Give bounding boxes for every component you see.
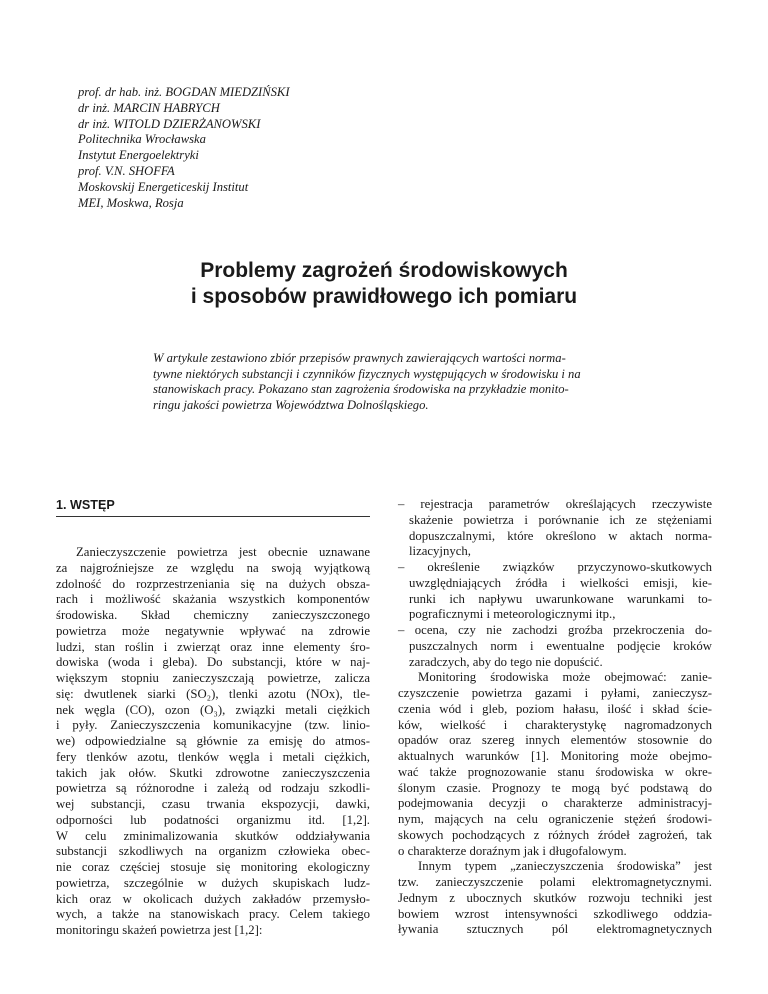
text-line: wać także prognozowanie stanu środowiska w okre- (398, 764, 712, 779)
text-line: – określenie związków przyczynowo-skutkowych (398, 560, 712, 574)
text-line: powietrza może negatywnie wpływać na zdrowie (56, 623, 370, 638)
text-line: wej substancji, czasu trwania ekspozycji, dawki, (56, 797, 370, 811)
text-line: monitoringu skażeń powietrza jest [1,2]: (56, 923, 263, 937)
text-line: tzw. zanieczyszczenie polami elektromagnetycznymi. (398, 875, 712, 889)
text-line: zdolność do rozprzestrzeniania się na dużych obsza- (56, 576, 370, 591)
text-line: dowiska (woda i gleba). Do substancji, które w naj- (56, 655, 370, 670)
author-line: dr inż. MARCIN HABRYCH (78, 100, 220, 115)
affiliation-line: Moskovskij Energeticeskij Institut (78, 179, 249, 194)
text-line: rach i możliwość skażania wszystkich komponentów (56, 592, 370, 607)
author-block (78, 85, 290, 211)
paper-title (0, 258, 768, 310)
text-line: runki ich napływu uwarunkowane warunkami to- (409, 591, 712, 606)
section-heading: 1. WSTĘP (56, 498, 115, 512)
affiliation-line: Politechnika Wrocławska (78, 132, 206, 147)
abstract-line: tywne niektórych substancji i czynników fizycznych występujących w środowisku i na (153, 366, 581, 381)
abstract-line: W artykule zestawiono zbiór przepisów prawnych zawierających wartości norma- (153, 351, 566, 365)
author-line: prof. V.N. SHOFFA (78, 163, 175, 178)
text-line: fery tlenków azotu, tlenków węgla i metali ciężkich, (56, 749, 370, 764)
abstract-line: ringu jakości powietrza Województwa Dolnośląskiego. (153, 397, 429, 412)
text-line: bowiem wzrost intensywności szkodliwego oddzia- (398, 906, 712, 921)
text-line: puszczalnych norm i ewentualne podjęcie kroków (409, 638, 712, 653)
text-line: dopuszczalnymi, które określono w aktach norma- (409, 528, 712, 543)
text-line: podejmowania decyzji o charakterze administracyj- (398, 796, 712, 811)
text-line: o charakterze doraźnym jak i długofalowym. (398, 843, 627, 858)
text-line: kich oraz w okolicach dużych zakładów przemysło- (56, 891, 370, 906)
text-line: Zanieczyszczenie powietrza jest obecnie uznawane (76, 545, 370, 559)
text-line: ływania sztucznych pól elektromagnetycznych (398, 922, 712, 937)
text-line: takich jak ołów. Skutki zdrowotne zanieczyszczenia (56, 765, 370, 780)
author-line: prof. dr hab. inż. BOGDAN MIEDZIŃSKI (78, 85, 290, 99)
text-line: we) odpowiedzialne są głównie za emisję do atmos- (56, 734, 370, 748)
text-line: środowiska. Skład chemiczny zanieczyszczonego (56, 608, 370, 622)
abstract-line: stanowiskach pracy. Pokazano stan zagrożenia środowiska na przykładzie monito- (153, 382, 569, 396)
text-line: opadów oraz szereg innych elementów stosownie do (398, 733, 712, 748)
text-line: ślonym czasie. Prognozy te mogą być podstawą do (398, 780, 712, 795)
text-line: substancji szkodliwych na organizm człowieka obec- (56, 844, 370, 859)
left-text-column (56, 545, 370, 939)
text-line: ków, wielkość i charakterystykę nagromadzonych (398, 717, 712, 732)
text-line: Monitoring środowiska może obejmować: zanie- (418, 670, 712, 685)
text-line: lizacyjnych, (409, 544, 471, 559)
right-text-column (398, 497, 712, 938)
text-line: odporności lub podatności organizmu itd. [1,2]. (56, 812, 370, 827)
text-line: – ocena, czy nie zachodzi groźba przekroczenia do- (398, 623, 712, 637)
text-line: powietrza są różnorodne i zależą od rodzaju szkodli- (56, 781, 370, 796)
text-line: aktualnych warunków [1]. Monitoring może obejmo- (398, 749, 712, 763)
text-line: pograficznymi i meteorologicznymi itp., (409, 607, 616, 622)
affiliation-line: MEI, Moskwa, Rosja (78, 195, 184, 210)
text-line: zaradczych, aby do tego nie dopuścić. (409, 654, 603, 669)
title-line-1: Problemy zagrożeń środowiskowych (200, 259, 568, 282)
text-line: większym stopniu zanieczyszczają powietrze, zalicza (56, 671, 370, 685)
text-line: czenia wód i gleb, poziom hałasu, ilość i skład ście- (398, 701, 712, 716)
text-line: nym, mających na celu ograniczenie stężeń środowi- (398, 812, 712, 826)
text-line: skażenie powietrza i porównanie ich ze stężeniami (409, 512, 712, 527)
text-line: ludzi, stan roślin i zwierząt oraz inne elementy śro- (56, 639, 370, 654)
text-line: Innym typem „zanieczyszczenia środowiska” jest (418, 859, 712, 874)
text-line: W celu zminimalizowania skutków oddziaływania (56, 828, 370, 843)
text-line: – rejestracja parametrów określających rzeczywiste (398, 497, 712, 511)
text-line: za najgroźniejsze ze względu na swoją wyjątkową (56, 560, 370, 575)
text-line: powietrza, szczególnie w dużych skupiskach ludz- (56, 875, 370, 890)
text-line: uwzględniających źródła i wielkości emisji, kie- (409, 575, 712, 590)
abstract (153, 351, 613, 413)
title-line-2: i sposobów prawidłowego ich pomiaru (190, 285, 578, 308)
section-divider (56, 516, 370, 517)
text-line: wych, a także na stanowiskach pracy. Celem takiego (56, 907, 370, 922)
text-line: skowych pochodzących z różnych źródeł zagrożeń, tak (398, 827, 712, 842)
text-line: i pyły. Zanieczyszczenia komunikacyjne (tzw. linio- (56, 718, 370, 733)
author-line: dr inż. WITOLD DZIERŻANOWSKI (78, 116, 261, 131)
text-line: nek węgla (CO), ozon (O₃), związki metali ciężkich (56, 702, 370, 717)
text-line: Jednym z ubocznych skutków rozwoju techniki jest (398, 890, 712, 905)
text-line: czyszczenie powietrza gazami i pyłami, zanieczysz- (398, 686, 712, 700)
text-line: nie coraz częściej stosuje się monitoring ekologiczny (56, 860, 370, 874)
affiliation-line: Instytut Energoelektryki (78, 148, 199, 163)
text-line: się: dwutlenek siarki (SO₂), tlenki azotu (NOx), tle- (56, 686, 370, 701)
